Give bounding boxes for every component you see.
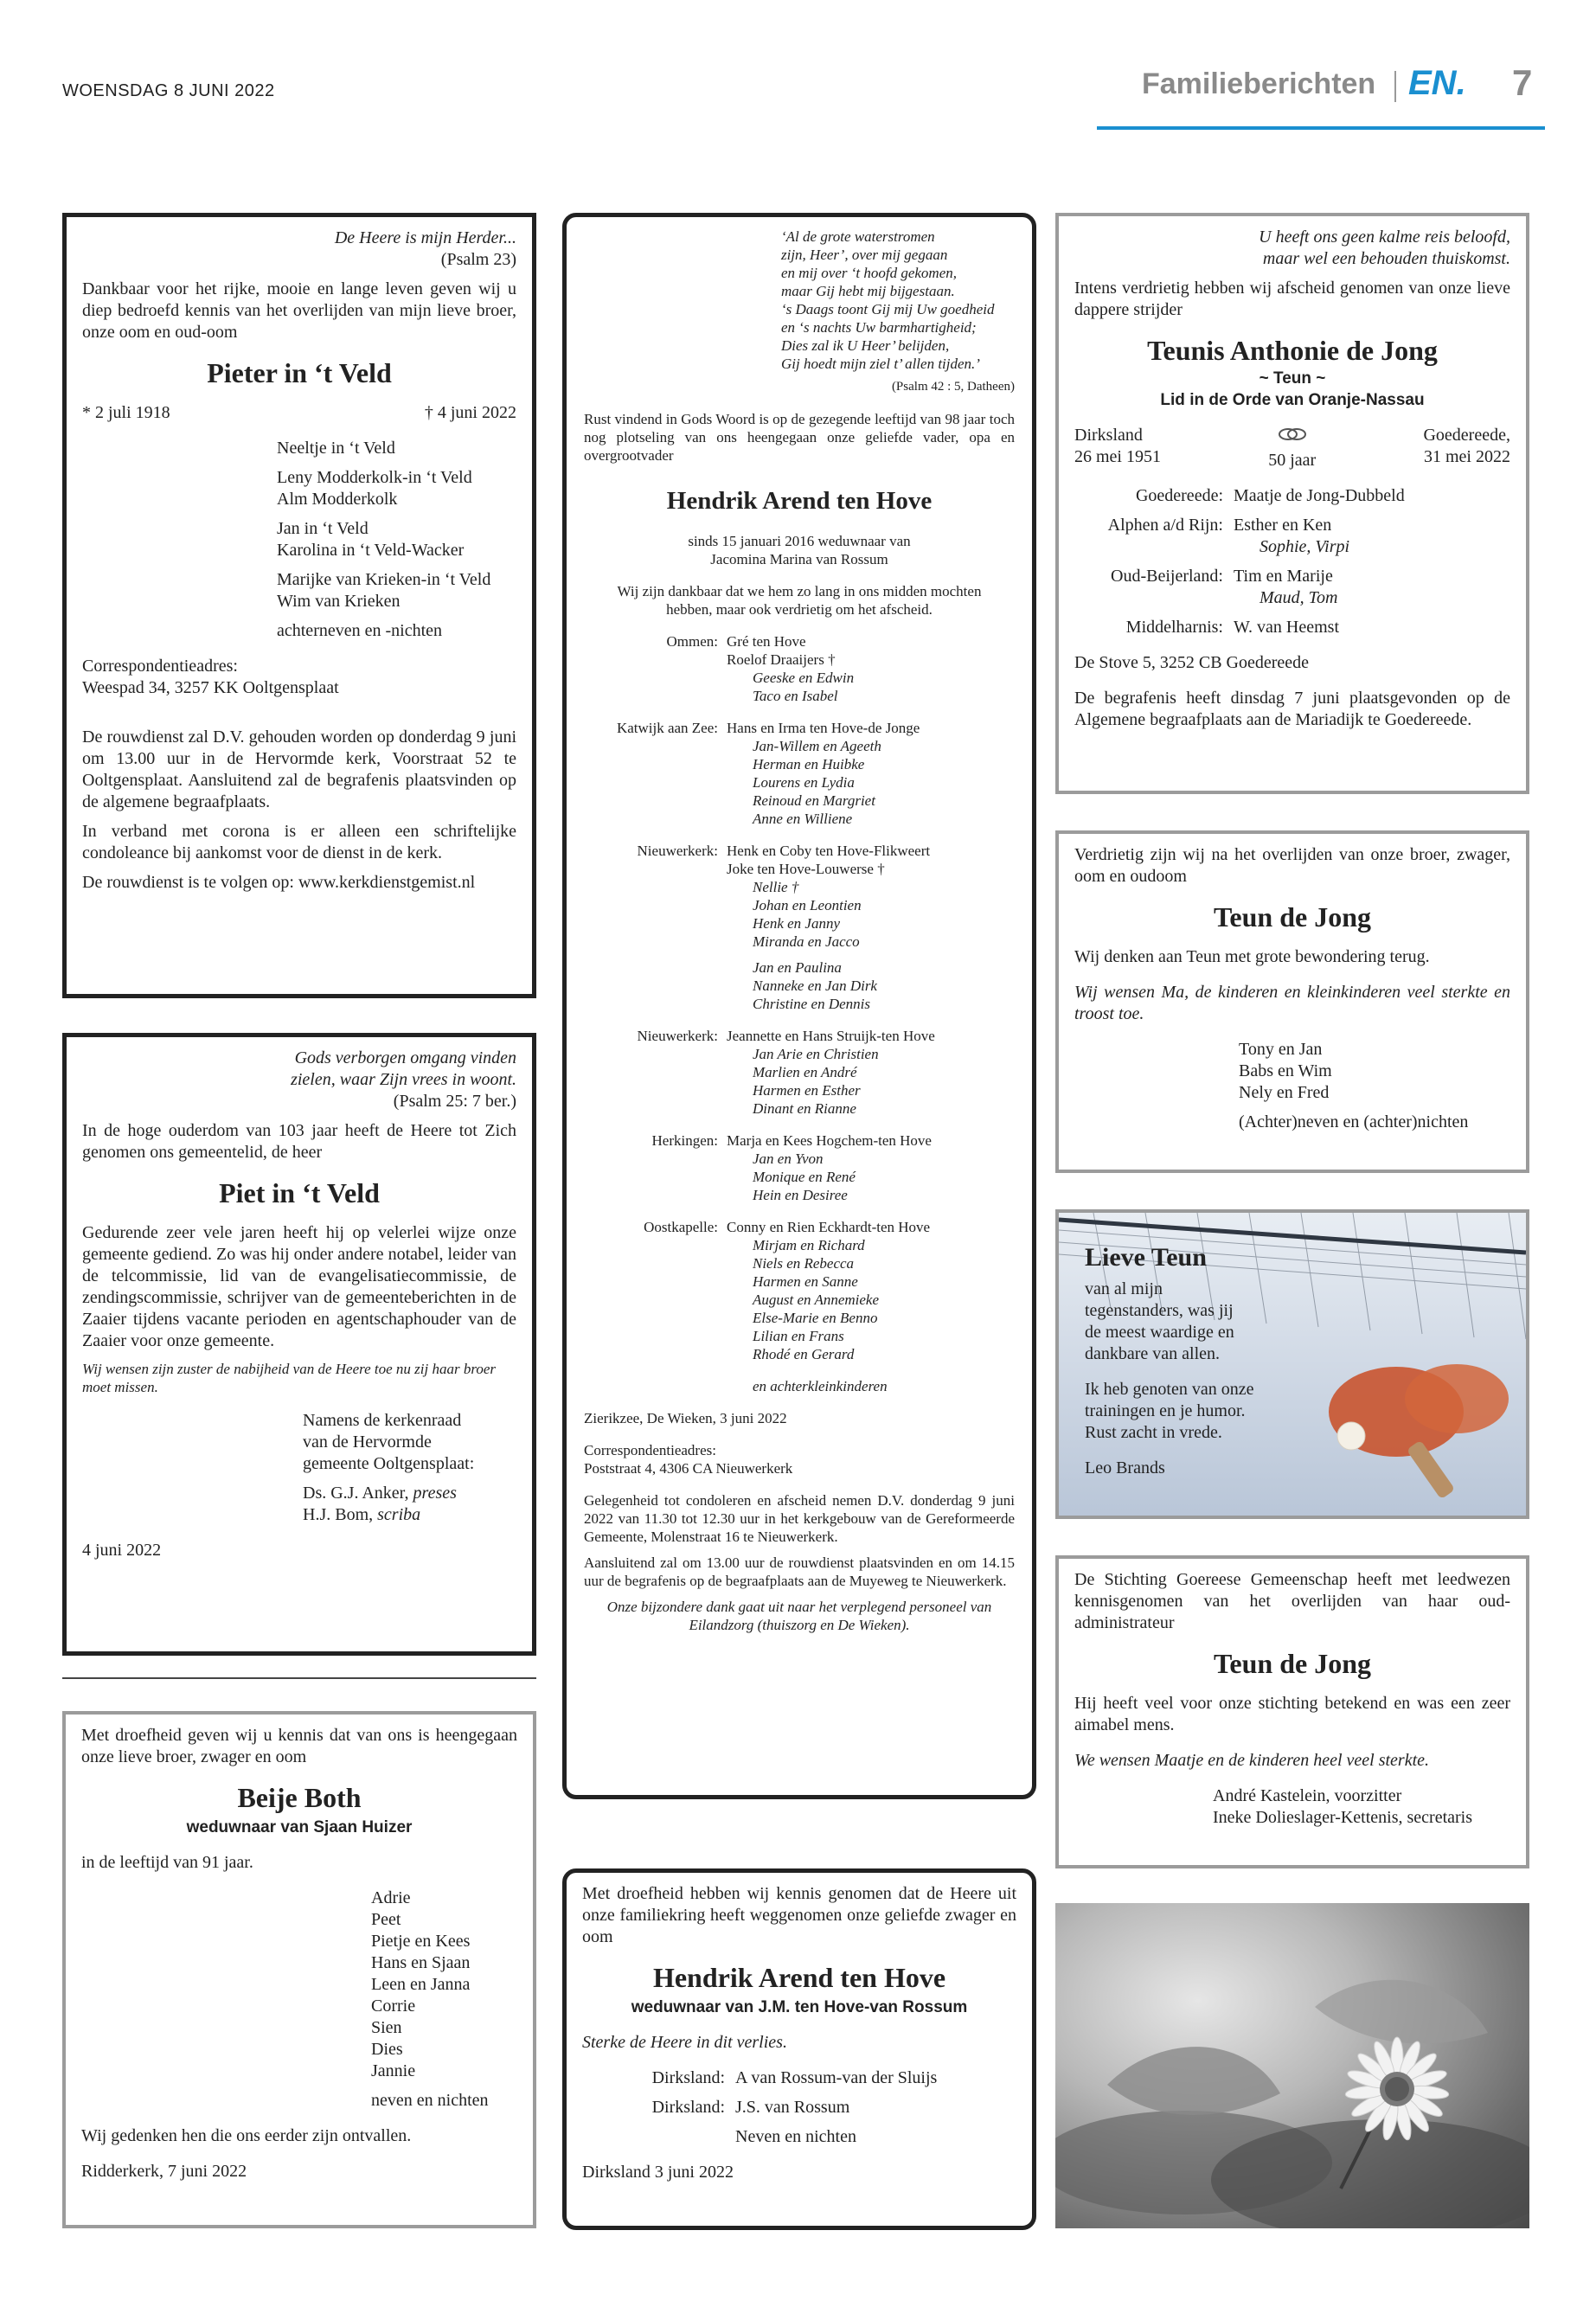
grandchild: Lourens en Lydia [753,774,855,791]
psalm-quote-line: Gij hoedt mijn ziel t’ allen tijden.’ [781,356,980,372]
birth-date: * 2 juli 1918 [82,403,170,422]
psalm-quote [584,228,1015,373]
grandchild: Rhodé en Gerard [753,1346,855,1362]
family-place: Katwijk aan Zee: [616,720,718,736]
signature-line: van de Hervormde [303,1433,432,1452]
signatory [303,1504,516,1526]
family-place: Goedereede: [1135,486,1223,505]
grandchild: Lilian en Frans [753,1328,844,1344]
psalm-quote-line: en mij over ‘t hoofd gekomen, [781,265,957,281]
family-place: Middelharnis: [1125,618,1223,637]
psalm-quote-line: zielen, waar Zijn vrees in woont. [291,1070,516,1089]
correspondence-address: Weespad 34, 3257 KK Ooltgensplaat [82,678,339,697]
family-member: Marja en Kees Hogchem-ten Hove [727,1132,932,1149]
widower-of: weduwnaar van Sjaan Huizer [186,1818,413,1836]
family-member: Neeltje in ‘t Veld [277,439,395,458]
psalm-quote-line: ‘Al de grote waterstromen [781,228,935,245]
notice-lieve-teun [1055,1209,1529,1519]
great-grandchildren: en achterkleinkinderen [753,1378,888,1394]
family-member: Adrie [371,1888,411,1907]
family-place: Oud-Beijerland: [1111,567,1223,586]
quote-line: maar wel een behouden thuiskomst. [1262,249,1510,268]
widower-line: sinds 15 januari 2016 weduwnaar van [688,533,911,549]
notice-body: Hij heeft veel voor onze stichting betekend en was een zeer aimabel mens. [1074,1694,1510,1734]
notice-piet-in-t-veld [62,1033,536,1656]
grandchild: Reinoud en Margriet [753,792,875,809]
family-member: achterneven en -nichten [277,621,443,640]
life-dates [1074,425,1510,471]
grandchild: Hein en Desiree [753,1187,848,1203]
family-member: Leny Modderkolk-in ‘t Veld [277,468,472,487]
online-info: De rouwdienst is te volgen op: www.kerkdienstgemist.nl [82,873,476,892]
family-list [81,1888,517,2112]
notice-wish: Sterke de Heere in dit verlies. [582,2033,787,2052]
grandchild: Henk en Janny [753,915,841,932]
family-member: Roelof Draaijers † [727,651,836,668]
birth-place: Dirksland [1074,426,1143,445]
family-member: Gré ten Hove [727,633,806,650]
family-place: Dirksland: [651,2068,725,2087]
psalm-reference: (Psalm 25: 7 ber.) [393,1092,516,1111]
psalm-quote-line: maar Gij hebt mij bijgestaan. [781,283,955,299]
quote-line: U heeft ons geen kalme reis beloofd, [1259,228,1510,247]
notice-teun-de-jong-family [1055,830,1529,1173]
family-group [584,632,1015,705]
grandchild: Maud, Tom [1259,588,1338,607]
notice-intro: In de hoge ouderdom van 103 jaar heeft de Heere tot Zich genomen ons gemeentelid, de heer [82,1121,516,1162]
family-member: Hans en Sjaan [371,1953,471,1972]
notice-hendrik-arend-ten-hove [562,213,1036,1799]
grandchild: Harmen en Esther [753,1082,861,1099]
tribute-text [1085,1242,1253,1479]
grandchild: Taco en Isabel [753,688,838,704]
family-member: Nely en Fred [1239,1083,1330,1102]
family-group [584,719,1015,828]
grandchild: Christine en Dennis [753,996,870,1012]
leaf-icon [1107,2047,1280,2115]
family-member: Marijke van Krieken-in ‘t Veld [277,570,491,589]
remembrance-line: Wij gedenken hen die ons eerder zijn ontvallen. [81,2126,412,2145]
death-place: Goedereede, [1423,426,1510,445]
family-member: Tony en Jan [1239,1040,1323,1059]
psalm-quote-line: en ‘s nachts Uw barmhartigheid; [781,319,977,336]
signatory-name: H.J. Bom, [303,1505,374,1524]
grandchild: Mirjam en Richard [753,1237,865,1253]
family-member: Karolina in ‘t Veld-Wacker [277,541,465,560]
daisy-illustration [1055,1903,1529,2228]
home-address: De Stove 5, 3252 CB Goedereede [1074,653,1310,672]
psalm-quote-line: Gods verborgen omgang vinden [294,1048,516,1067]
ball-icon [1337,1422,1365,1450]
family-group [582,2067,1016,2089]
family-place: Herkingen: [651,1132,718,1149]
family-group [584,1131,1015,1204]
service-info: De rouwdienst zal D.V. gehouden worden op donderdag 9 juni om 13.00 uur in de Hervormde kerk, Voorstraat 52 te Ooltgensplaat. Aansluitend zal de begrafenis plaatsvinden op de algemene begraafplaats. [82,727,516,811]
tribute-line: Ik heb genoten van onze [1085,1380,1254,1399]
family-place: Nieuwerkerk: [637,1028,718,1044]
widower-of: weduwnaar van J.M. ten Hove-van Rossum [631,1998,968,2016]
tribute-signature: Leo Brands [1085,1458,1165,1477]
header-rule [1097,126,1545,130]
family-member: Jeannette en Hans Struijk-ten Hove [727,1028,935,1044]
family-member: Conny en Rien Eckhardt-ten Hove [727,1219,931,1235]
notice-date: 4 juni 2022 [82,1541,162,1560]
psalm-reference: (Psalm 42 : 5, Datheen) [891,380,1015,394]
family-member: Leen en Janna [371,1975,471,1994]
signature-block [82,1410,516,1526]
royal-order: Lid in de Orde van Oranje-Nassau [1160,391,1425,409]
grandchild: August en Annemieke [753,1292,880,1308]
deceased-name: Teun de Jong [1214,1648,1371,1679]
grandchild: Dinant en Rianne [753,1100,856,1117]
family-member: Tim en Marije [1234,567,1333,586]
family-place: Oostkapelle: [644,1219,718,1235]
brand-logo: EN. [1408,64,1466,102]
notice-intro: Met droefheid geven wij u kennis dat van ons is heengegaan onze lieve broer, zwager en oom [81,1726,517,1766]
family-member: (Achter)neven en (achter)nichten [1239,1112,1469,1131]
notice-intro: Dankbaar voor het rijke, mooie en lange leven geven wij u diep bedroefd kennis van het overlijden van mijn lieve broer, onze oom en oud-oom [82,279,516,342]
signatory-name: Ds. G.J. Anker, [303,1484,409,1503]
tribute-line: van al mijn [1085,1279,1163,1298]
thanks-line: Wij zijn dankbaar dat we hem zo lang in ons midden mochten hebben, maar ook verdrietig om het afscheid. [617,583,982,618]
family-member: Maatje de Jong-Dubbeld [1234,486,1405,505]
grandchild: Nanneke en Jan Dirk [753,977,877,994]
deceased-name: Hendrik Arend ten Hove [666,487,933,515]
family-list [1074,1039,1510,1133]
staff-thanks: Onze bijzondere dank gaat uit naar het verplegend personeel van Eilandzorg (thuiszorg en De Wieken). [606,1599,992,1633]
daisy-photo [1055,1903,1529,2228]
psalm-quote-line: ‘s Daags toont Gij mij Uw goedheid [781,301,995,317]
funeral-info: Aansluitend zal om 13.00 uur de rouwdienst plaatsvinden en om 14.15 uur de begrafenis op de begraafplaats aan de Muyeweg te Nieuwerkerk. [584,1554,1015,1589]
family-member: Corrie [371,1997,416,2016]
grandchild: Else-Marie en Benno [753,1310,878,1326]
section-title: Familieberichten [1142,67,1376,100]
tribute-line: trainingen en je humor. [1085,1401,1246,1420]
family-group [1074,566,1510,609]
tribute-title: Lieve Teun [1085,1243,1207,1272]
family-group [584,842,1015,1013]
notice-wish: We wensen Maatje en de kinderen heel veel sterkte. [1074,1751,1430,1770]
signatory-role: preses [413,1484,457,1503]
family-place: Nieuwerkerk: [637,843,718,859]
psalm-reference: (Psalm 23) [440,250,516,269]
grandchild: Nellie † [753,879,799,895]
family-member: Wim van Krieken [277,592,401,611]
family-place: Dirksland: [651,2098,725,2117]
correspondence-label: Correspondentieadres: [584,1442,716,1458]
grandchild: Geeske en Edwin [753,670,855,686]
deceased-name: Pieter in ‘t Veld [207,357,392,388]
family-group [582,2097,1016,2118]
notice-hendrik-ten-hove-dirksland [562,1868,1036,2230]
signature-line: Ineke Dolieslager-Kettenis, secretaris [1213,1808,1473,1827]
grandchild: Jan en Yvon [753,1150,824,1167]
notice-pieter-in-t-veld [62,213,536,998]
family-member: Alm Modderkolk [277,490,398,509]
grandchild: Herman en Huibke [753,756,865,772]
grandchild: Jan-Willem en Ageeth [753,738,881,754]
psalm-quote-line: De Heere is mijn Herder... [334,228,516,247]
signature-line: Namens de kerkenraad [303,1411,462,1430]
signatory [303,1483,516,1504]
corona-info: In verband met corona is er alleen een schriftelijke condoleance bij aankomst voor de dienst in de kerk. [82,822,516,862]
grandchild: Sophie, Virpi [1259,537,1350,556]
column-divider [62,1677,536,1679]
family-group [1074,515,1510,558]
grandchild: Miranda en Jacco [753,933,860,950]
page-number: 7 [1512,62,1533,103]
death-date: 31 mei 2022 [1423,447,1510,466]
correspondence-address: Poststraat 4, 4306 CA Nieuwerkerk [584,1460,793,1477]
age-line: in de leeftijd van 91 jaar. [81,1853,253,1872]
family-group [1074,617,1510,638]
family-member: Sien [371,2018,402,2037]
family-member: Hans en Irma ten Hove-de Jonge [727,720,920,736]
notice-teunis-anthonie-de-jong [1055,213,1529,794]
notice-place-date: Dirksland 3 juni 2022 [582,2163,734,2182]
grandchild: Harmen en Sanne [753,1273,858,1290]
tribute-line: tegenstanders, was jij [1085,1301,1234,1320]
page-date: WOENSDAG 8 JUNI 2022 [62,81,275,100]
grandchild: Jan Arie en Christien [753,1046,879,1062]
family-member: J.S. van Rossum [735,2098,850,2117]
psalm-quote-line: Dies zal ik U Heer’ belijden, [781,337,950,354]
deceased-name: Hendrik Arend ten Hove [652,1962,946,1993]
family-member: Babs en Wim [1239,1061,1332,1080]
tribute-line: Rust zacht in vrede. [1085,1423,1222,1442]
deceased-name: Piet in ‘t Veld [219,1177,380,1208]
notice-body: Gedurende zeer vele jaren heeft hij op velerlei wijze onze gemeente gediend. Zo was hij onder andere notabel, leider van de telcommissie, lid van de evangelisatiecommissie, de zendingscommissie, schrijver van de gemeenteberichten in de Zaaier tijdens vacante perioden en agentschaphouder van de Zaaier voor onze gemeente. [82,1223,516,1350]
notice-wish: Wij wensen Ma, de kinderen en kleinkinderen veel sterkte en troost toe. [1074,983,1510,1023]
family-group [584,1218,1015,1363]
notice-beije-both [62,1711,536,2228]
grandchild: Monique en René [753,1169,856,1185]
family-member: Pietje en Kees [371,1932,471,1951]
condolence-info: Gelegenheid tot condoleren en afscheid nemen D.V. donderdag 9 juni 2022 van 11.30 tot 12.30 uur in het kerkgebouw van de Gereformeerde Gemeente, Molenstraat 16 te Nieuwerkerk. [584,1492,1015,1545]
grandchild: Marlien en André [753,1064,857,1080]
family-group [584,1027,1015,1118]
signature-line: André Kastelein, voorzitter [1213,1786,1402,1805]
family-place: Alphen a/d Rijn: [1107,516,1223,535]
signature-line: gemeente Ooltgensplaat: [303,1454,475,1473]
family-member: Jannie [371,2061,416,2080]
deceased-name: Beije Both [237,1782,362,1813]
notice-intro: Rust vindend in Gods Woord is op de gezegende leeftijd van 98 jaar toch nog plotseling van ons heengegaan onze geliefde vader, opa en overgrootvader [584,411,1015,464]
family-member: Peet [371,1910,401,1929]
tribute-line: de meest waardige en [1085,1323,1234,1342]
notice-intro: Met droefheid hebben wij kennis genomen dat de Heere uit onze familiekring heeft weggenomen onze geliefde zwager en oom [582,1884,1016,1946]
notice-place-date: Zierikzee, De Wieken, 3 juni 2022 [584,1410,787,1426]
family-member: Dies [371,2040,403,2059]
header-separator [1394,71,1396,102]
family-list [82,438,516,642]
family-member: Esther en Ken [1234,516,1332,535]
deceased-name: Teun de Jong [1214,901,1371,933]
family-member: A van Rossum-van der Sluijs [735,2068,938,2087]
life-dates [82,402,516,424]
family-member: W. van Heemst [1234,618,1340,637]
correspondence-label: Correspondentieadres: [82,657,238,676]
notice-place-date: Ridderkerk, 7 juni 2022 [81,2162,247,2181]
married-years: 50 jaar [1268,451,1317,470]
grandchild: Jan en Paulina [753,959,842,976]
wedding-rings-icon [1275,425,1310,444]
grandchild: Johan en Leontien [753,897,862,913]
funeral-info: De begrafenis heeft dinsdag 7 juni plaatsgevonden op de Algemene begraafplaats aan de Mariadijk te Goedereede. [1074,689,1510,729]
death-date: † 4 juni 2022 [424,403,516,422]
signature-block [1074,1785,1510,1829]
tribute-line: dankbare van allen. [1085,1344,1221,1363]
family-member: Joke ten Hove-Louwerse † [727,861,885,877]
family-place: Ommen: [666,633,718,650]
grandchild: Anne en Williene [753,811,853,827]
notice-wish: Wij wensen zijn zuster de nabijheid van de Heere toe nu zij haar broer moet missen. [82,1361,496,1395]
family-group [1074,485,1510,507]
widower-line: Jacomina Marina van Rossum [710,551,888,567]
notice-intro: Intens verdrietig hebben wij afscheid genomen van onze lieve dappere strijder [1074,279,1510,319]
notice-intro: De Stichting Goereese Gemeenschap heeft met leedwezen kennisgenomen van het overlijden van haar oud-administrateur [1074,1570,1510,1632]
family-member: Neven en nichten [735,2127,856,2146]
family-member: Jan in ‘t Veld [277,519,369,538]
birth-date: 26 mei 1951 [1074,447,1161,466]
family-member: neven en nichten [371,2091,489,2110]
memory-line: Wij denken aan Teun met grote bewondering terug. [1074,947,1430,966]
deceased-name: Teunis Anthonie de Jong [1147,335,1438,366]
notice-intro: Verdrietig zijn wij na het overlijden van onze broer, zwager, oom en oudoom [1074,845,1510,886]
nickname: ~ Teun ~ [1259,369,1326,388]
psalm-quote-line: zijn, Heer’, over mij gegaan [781,247,948,263]
notice-stichting-goereese-gemeenschap [1055,1555,1529,1868]
grandchild: Niels en Rebecca [753,1255,855,1272]
family-member: Henk en Coby ten Hove-Flikweert [727,843,931,859]
signatory-role: scriba [377,1505,421,1524]
